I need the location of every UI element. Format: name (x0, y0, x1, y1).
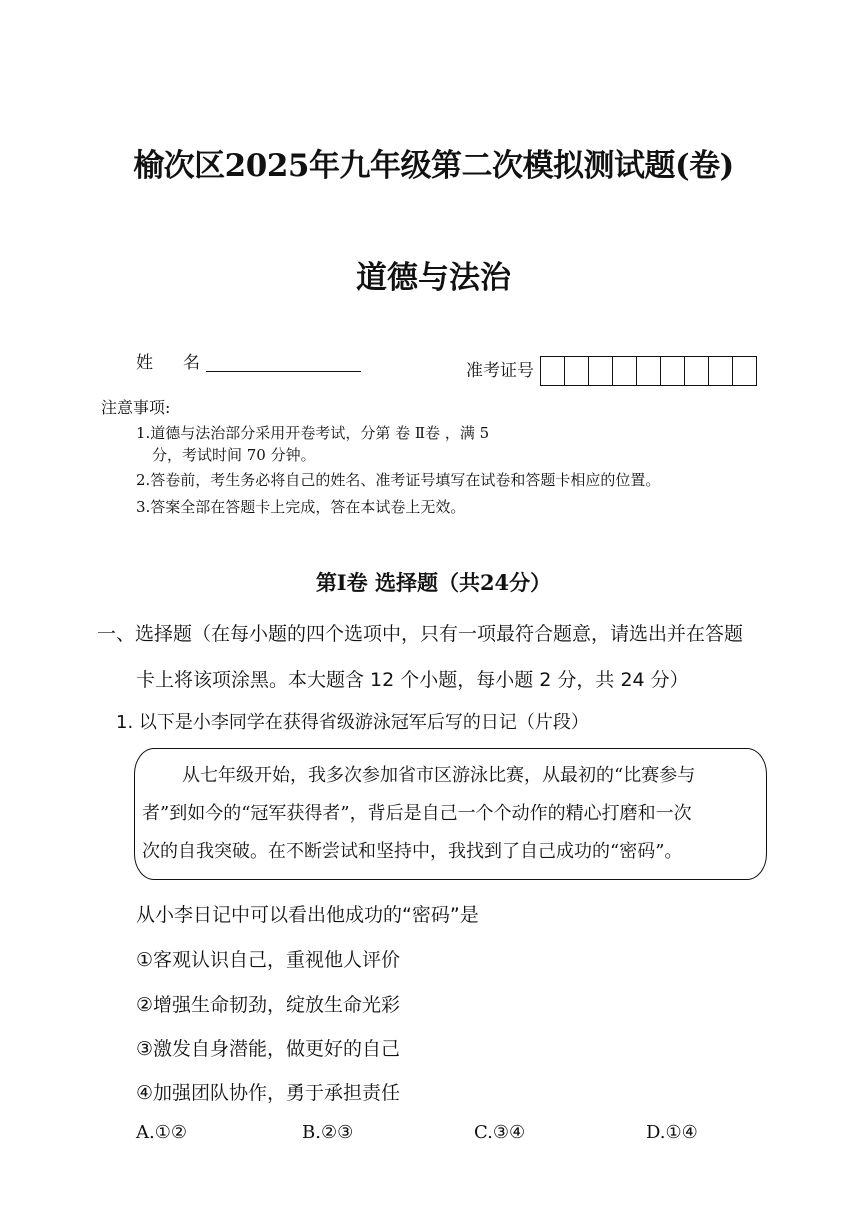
exam-id-digit-box (589, 357, 613, 385)
exam-id-digit-box (709, 357, 733, 385)
exam-id-digit-box (637, 357, 661, 385)
exam-title: 榆次区2025年九年级第二次模拟测试题(卷) (133, 148, 734, 184)
exam-id-digit-box (661, 357, 685, 385)
answer-choice-d: D.①④ (646, 1122, 698, 1143)
question-1-prompt: 1. 以下是小李同学在获得省级游泳冠军后写的日记（片段） (116, 712, 589, 733)
notice-item-2: 2.答卷前，考生务必将自己的姓名、准考证号填写在试卷和答题卡相应的位置。 (136, 471, 661, 489)
name-blank-line (206, 371, 361, 372)
answer-choice-b: B.②③ (302, 1122, 354, 1143)
exam-id-digit-box (541, 357, 565, 385)
diary-line: 从七年级开始，我多次参加省市区游泳比赛，从最初的“比赛参与 (182, 765, 696, 786)
exam-id-digit-box (565, 357, 589, 385)
subject-title: 道德与法治 (356, 260, 511, 296)
exam-id-boxes (540, 356, 757, 386)
answer-choice-c: C.③④ (474, 1122, 526, 1143)
notice-item-1-cont: 分，考试时间 70 分钟。 (152, 446, 316, 464)
exam-id-digit-box (685, 357, 709, 385)
notice-heading: 注意事项: (101, 398, 171, 417)
name-label: 姓名 (136, 353, 230, 373)
notice-item-3: 3.答案全部在答题卡上完成，答在本试卷上无效。 (136, 498, 466, 516)
notice-item-1: 1.道德与法治部分采用开卷考试，分第 卷 Ⅱ卷 ，满 5 (136, 424, 490, 442)
question-1-stem: 从小李日记中可以看出他成功的“密码”是 (136, 904, 479, 926)
diary-line: 次的自我突破。在不断尝试和坚持中，我找到了自己成功的“密码”。 (142, 841, 683, 862)
statement-option: ④加强团队协作，勇于承担责任 (136, 1082, 401, 1104)
answer-choice-a: A.①② (136, 1122, 187, 1143)
exam-id-digit-box (613, 357, 637, 385)
exam-id-digit-box (733, 357, 756, 385)
question-group-instruction-cont: 卡上将该项涂黑。本大题含 12 个小题，每小题 2 分，共 24 分） (136, 669, 689, 691)
diary-line: 者”到如今的“冠军获得者”，背后是自己一个个动作的精心打磨和一次 (142, 803, 692, 824)
exam-id-label: 准考证号 (466, 361, 534, 381)
statement-option: ③激发自身潜能，做更好的自己 (136, 1038, 401, 1060)
statement-option: ②增强生命韧劲，绽放生命光彩 (136, 994, 401, 1016)
section-title: 第Ⅰ卷 选择题（共24分） (315, 570, 552, 595)
question-group-instruction: 一、选择题（在每小题的四个选项中，只有一项最符合题意，请选出并在答题 (97, 623, 744, 645)
statement-option: ①客观认识自己，重视他人评价 (136, 949, 401, 971)
